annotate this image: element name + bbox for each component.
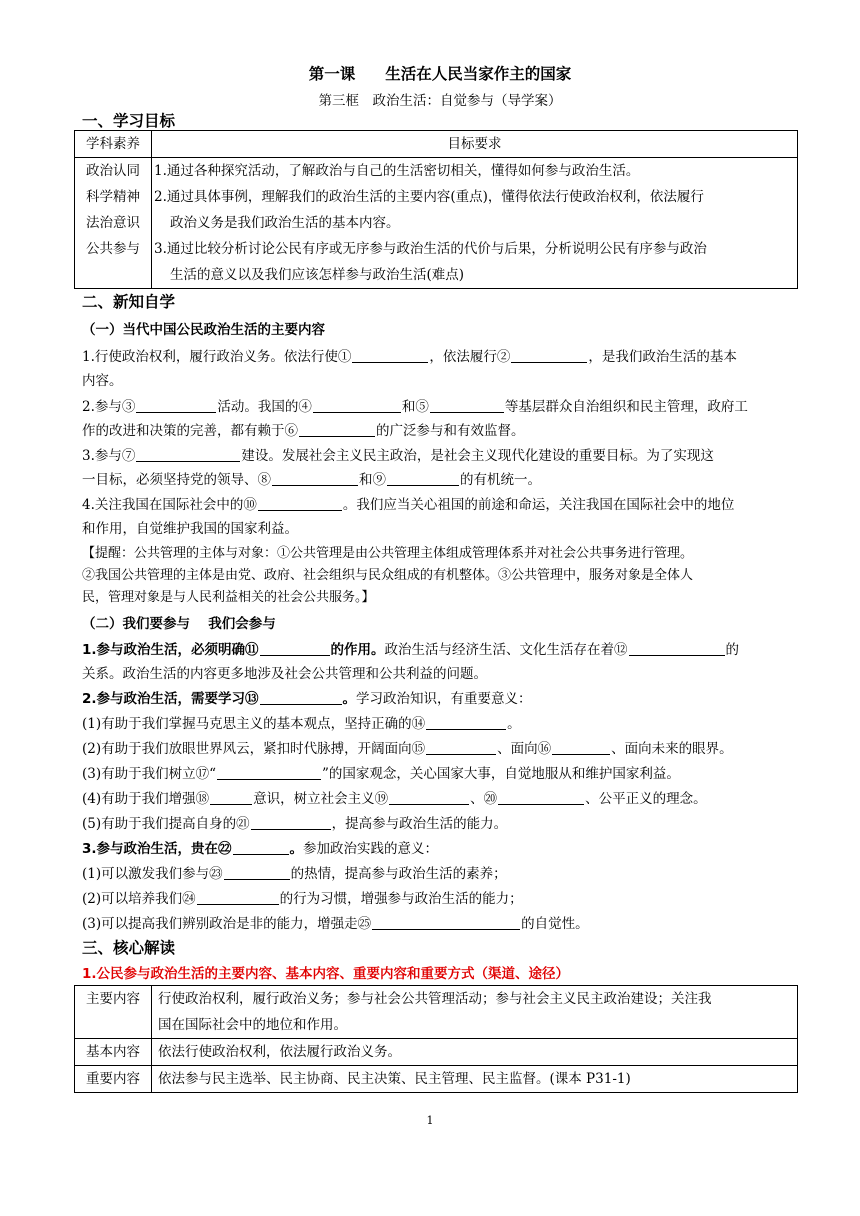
literacy-cell [75, 158, 152, 289]
fill-line [82, 812, 798, 832]
text: 行使政治权利，履行政治义务；参与社会公共管理活动；参与社会主义民主政治建设；关注我 [158, 991, 712, 1007]
section1-heading: 一、学习目标 [82, 112, 176, 130]
goal-item: 3.通过比较分析讨论公民有序或无序参与政治生活的代价与后果，分析说明公民有序参与政治 [154, 241, 707, 257]
content-row [75, 1066, 798, 1093]
text: 活动。我国的④ [217, 399, 312, 415]
blank-7[interactable] [136, 447, 240, 462]
text: 的广泛参与和有效监督。 [376, 423, 525, 439]
fill-line [82, 468, 798, 488]
text: (1)有助于我们掌握马克思主义的基本观点，坚持正确的⑭ [82, 716, 426, 732]
text: 一目标，必须坚持党的领导、⑧ [82, 472, 271, 488]
blank-24[interactable] [197, 890, 279, 905]
text: 政治生活与经济生活、文化生活存在着⑫ [384, 642, 628, 658]
text: (1)可以激发我们参与㉓ [82, 866, 223, 882]
text: 作的改进和决策的完善，都有赖于⑥ [82, 423, 298, 439]
blank-11[interactable] [260, 641, 330, 656]
header-literacy: 学科素养 [75, 131, 152, 158]
blank-1[interactable] [352, 348, 428, 363]
text: 的 [725, 642, 740, 658]
text: (3)有助于我们树立⑰“ [82, 766, 217, 782]
fill-line [82, 419, 798, 439]
core-sub-heading: 1.公民参与政治生活的主要内容、基本内容、重要内容和重要方式（渠道、途径） [82, 966, 570, 982]
blank-16[interactable] [552, 740, 610, 755]
section3-heading: 三、核心解读 [82, 939, 176, 957]
row-text: 依法行使政治权利，依法履行政治义务。 [152, 1039, 798, 1066]
text: 、⑳ [470, 791, 498, 807]
text-line: 内容。 [82, 373, 123, 389]
goal-item: 政治义务是我们政治生活的基本内容。 [170, 215, 400, 231]
blank-5[interactable] [430, 398, 504, 413]
fill-line [82, 737, 798, 757]
goals-table-row [75, 158, 798, 289]
text: ，依法履行② [429, 349, 511, 365]
row-label: 重要内容 [75, 1066, 152, 1093]
goals-table-header [75, 131, 798, 158]
page-number: 1 [426, 1114, 434, 1127]
row-text: 依法参与民主选举、民主协商、民主决策、民主管理、民主监督。(课本 P31-1) [152, 1066, 798, 1093]
literacy-item: 科学精神 [86, 189, 140, 205]
text: 的热情，提高参与政治生活的素养； [290, 866, 507, 882]
fill-line [82, 862, 798, 882]
blank-25[interactable] [372, 915, 520, 930]
text: 的作用。 [330, 642, 385, 658]
blank-17[interactable] [217, 765, 321, 780]
text-line: 关系。政治生活的内容更多地涉及社会公共管理和公共利益的问题。 [82, 666, 487, 682]
blank-8[interactable] [272, 471, 358, 486]
sub-heading-1: （一）当代中国公民政治生活的主要内容 [82, 322, 325, 338]
text: 的行为习惯，增强参与政治生活的能力； [279, 891, 523, 907]
blank-22[interactable] [233, 840, 289, 855]
fill-line [82, 837, 798, 857]
text: 和⑨ [359, 472, 386, 488]
blank-10[interactable] [258, 496, 342, 511]
goal-item: 生活的意义以及我们应该怎样参与政治生活(难点) [170, 267, 465, 283]
text: 和⑤ [401, 399, 429, 415]
blank-6[interactable] [299, 422, 375, 437]
fill-line [82, 444, 798, 464]
blank-4[interactable] [313, 398, 401, 413]
text: 意识，树立社会主义⑲ [253, 791, 389, 807]
text: 、面向⑯ [497, 741, 552, 757]
blank-20[interactable] [498, 790, 584, 805]
text: 4.关注我国在国际社会中的⑩ [82, 497, 257, 513]
blank-2[interactable] [511, 348, 587, 363]
lesson-subtitle: 第三框 政治生活：自觉参与（导学案） [318, 93, 562, 109]
text: 。 [289, 841, 304, 857]
text: 等基层群众自治组织和民主管理，政府工 [504, 399, 748, 415]
text: (2)有助于我们放眼世界风云，紧扣时代脉搏，开阔面向⑮ [82, 741, 426, 757]
blank-13[interactable] [260, 690, 342, 705]
text: 1.参与政治生活，必须明确⑪ [82, 642, 259, 658]
blank-9[interactable] [387, 471, 459, 486]
text: (3)可以提高我们辨别政治是非的能力，增强走㉕ [82, 916, 372, 932]
fill-line [82, 712, 798, 732]
fill-line [82, 493, 798, 513]
goals-cell [152, 158, 798, 289]
text: 国在国际社会中的地位和作用。 [158, 1017, 347, 1033]
text: 的有机统一。 [460, 472, 541, 488]
goal-item: 1.通过各种探究活动，了解政治与自己的生活密切相关，懂得如何参与政治生活。 [154, 163, 640, 179]
blank-21[interactable] [251, 815, 331, 830]
tip-line: 【提醒：公共管理的主体与对象：①公共管理是由公共管理主体组成管理体系并对社会公共事务进行管理。 [82, 546, 694, 561]
row-label: 主要内容 [75, 986, 152, 1039]
text: 学习政治知识，有重要意义： [356, 691, 532, 707]
text: 。我们应当关心祖国的前途和命运，关注我国在国际社会中的地位 [342, 497, 735, 513]
text: 3.参与政治生活，贵在㉒ [82, 841, 232, 857]
blank-18[interactable] [210, 790, 252, 805]
text: (5)有助于我们提高自身的㉑ [82, 816, 250, 832]
text: 参加政治实践的意义： [303, 841, 439, 857]
text: 。 [342, 691, 357, 707]
text: 1.行使政治权利，履行政治义务。依法行使① [82, 349, 352, 365]
blank-23[interactable] [224, 865, 290, 880]
text: 。 [507, 716, 521, 732]
blank-19[interactable] [389, 790, 469, 805]
fill-line [82, 787, 798, 807]
text: (2)可以培养我们㉔ [82, 891, 196, 907]
text: 、面向未来的眼界。 [611, 741, 733, 757]
lesson-title [82, 62, 798, 84]
tip-line: 民，管理对象是与人民利益相关的社会公共服务。】 [82, 590, 375, 605]
fill-line [82, 638, 798, 658]
lesson-number: 第一课 [308, 65, 356, 83]
section2-heading: 二、新知自学 [82, 293, 176, 311]
text: ”的国家观念，关心国家大事，自觉地服从和维护国家利益。 [322, 766, 680, 782]
row-text [152, 986, 798, 1039]
fill-line [82, 345, 798, 365]
header-goals: 目标要求 [152, 131, 798, 158]
blank-3[interactable] [136, 398, 216, 413]
literacy-item: 政治认同 [86, 163, 140, 179]
text: 2.参与政治生活，需要学习⑬ [82, 691, 259, 707]
blank-14[interactable] [426, 715, 506, 730]
goals-table [74, 130, 798, 289]
text: 、公平正义的理念。 [585, 791, 707, 807]
goal-item: 2.通过具体事例，理解我们的政治生活的主要内容(重点)，懂得依法行使政治权利，依法履行 [154, 189, 704, 205]
literacy-item: 法治意识 [86, 215, 140, 231]
content-row [75, 1039, 798, 1066]
text: 建设。发展社会主义民主政治，是社会主义现代化建设的重要目标。为了实现这 [241, 448, 714, 464]
row-label: 基本内容 [75, 1039, 152, 1066]
fill-line [82, 887, 798, 907]
sub-heading-2: （二）我们要参与 我们会参与 [82, 616, 276, 632]
lesson-name: 生活在人民当家作主的国家 [385, 65, 572, 83]
content-row [75, 986, 798, 1039]
text: ，是我们政治生活的基本 [588, 349, 737, 365]
tip-line: ②我国公共管理的主体是由党、政府、社会组织与民众组成的有机整体。③公共管理中，服务对象是全体人 [82, 568, 694, 583]
literacy-item: 公共参与 [86, 241, 140, 257]
fill-line [82, 687, 798, 707]
content-table [74, 985, 798, 1093]
blank-15[interactable] [426, 740, 496, 755]
fill-line [82, 912, 798, 932]
blank-12[interactable] [629, 641, 725, 656]
fill-line [82, 395, 798, 415]
text: 2.参与③ [82, 399, 136, 415]
text: 3.参与⑦ [82, 448, 136, 464]
text-line: 和作用，自觉维护我国的国家利益。 [82, 521, 298, 537]
text: (4)有助于我们增强⑱ [82, 791, 210, 807]
text: 的自觉性。 [521, 916, 589, 932]
text: ，提高参与政治生活的能力。 [331, 816, 508, 832]
fill-line [82, 762, 798, 782]
